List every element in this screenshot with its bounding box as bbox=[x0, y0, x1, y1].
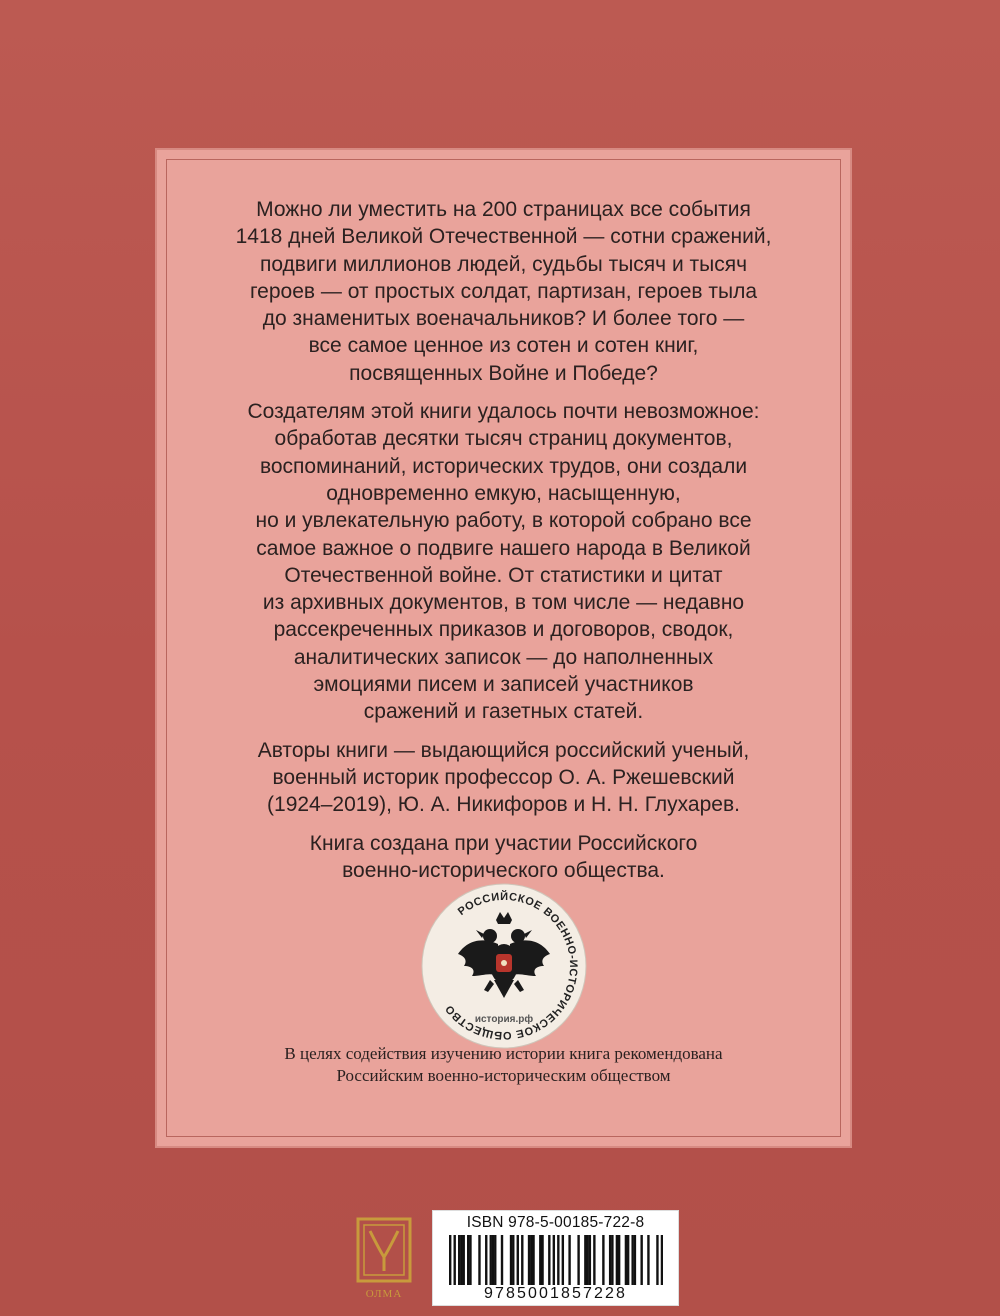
barcode-bar bbox=[557, 1235, 559, 1285]
barcode-bar bbox=[640, 1235, 642, 1285]
barcode-bar bbox=[586, 1235, 588, 1285]
barcode-bar bbox=[521, 1235, 523, 1285]
barcode-bar bbox=[539, 1235, 541, 1285]
barcode-bar bbox=[647, 1235, 649, 1285]
text-line: одновременно емкую, насыщенную, bbox=[326, 481, 681, 505]
text-line: аналитических записок — до наполненных bbox=[293, 645, 714, 669]
isbn-label: ISBN 978-5-00185-722-8 bbox=[466, 1214, 645, 1231]
isbn-block bbox=[432, 1210, 679, 1306]
barcode-bar bbox=[541, 1235, 543, 1285]
recommendation-text bbox=[175, 1043, 832, 1087]
barcode-bar bbox=[501, 1235, 503, 1285]
barcode-digits: 9785001857228 bbox=[484, 1285, 627, 1302]
barcode-bar bbox=[548, 1235, 550, 1285]
text-line: обработав десятки тысяч страниц документов, bbox=[274, 427, 733, 451]
barcode-bar bbox=[661, 1235, 663, 1285]
text-line: все самое ценное из сотен и сотен книг, bbox=[308, 334, 699, 358]
barcode-bar bbox=[467, 1235, 469, 1285]
text-line: воспоминаний, исторических трудов, они создали bbox=[259, 454, 748, 478]
barcode-bar bbox=[616, 1235, 618, 1285]
barcode-bar bbox=[485, 1235, 487, 1285]
text-line: Можно ли уместить на 200 страницах все события bbox=[256, 198, 751, 221]
paragraph-1 bbox=[175, 196, 832, 387]
rvio-emblem bbox=[418, 880, 590, 1052]
text-line: В целях содействия изучению истории книга рекомендована bbox=[284, 1044, 723, 1063]
emblem-site: история.рф bbox=[474, 1014, 534, 1025]
barcode-bar bbox=[593, 1235, 595, 1285]
barcode-bar bbox=[634, 1235, 636, 1285]
text-line: посвященных Войне и Победе? bbox=[349, 361, 658, 385]
barcode-bar bbox=[589, 1235, 591, 1285]
barcode-bar bbox=[553, 1235, 555, 1285]
barcode-bar bbox=[492, 1235, 494, 1285]
barcode-bar bbox=[627, 1235, 629, 1285]
barcode-bar bbox=[625, 1235, 627, 1285]
text-line: Российским военно-историческим обществом bbox=[336, 1066, 671, 1085]
text-line: самое важное о подвиге нашего народа в Великой bbox=[256, 536, 751, 560]
paragraph-4 bbox=[175, 830, 832, 885]
barcode-bar bbox=[460, 1235, 462, 1285]
barcode-bar bbox=[609, 1235, 611, 1285]
barcode-bar bbox=[454, 1235, 456, 1285]
barcode-bar bbox=[458, 1235, 460, 1285]
publisher-logo bbox=[350, 1213, 418, 1303]
barcode-bar bbox=[568, 1235, 570, 1285]
barcode-bar bbox=[611, 1235, 613, 1285]
text-line: рассекреченных приказов и договоров, сводок, bbox=[273, 618, 734, 642]
paragraph-2 bbox=[175, 398, 832, 726]
text-line: из архивных документов, в том числе — недавно bbox=[262, 591, 745, 615]
barcode-bar bbox=[528, 1235, 530, 1285]
text-line: героев — от простых солдат, партизан, героев тыла bbox=[249, 279, 758, 303]
barcode-bar bbox=[510, 1235, 512, 1285]
barcode-bar bbox=[478, 1235, 480, 1285]
paragraph-3 bbox=[175, 737, 832, 819]
barcode-bar bbox=[517, 1235, 519, 1285]
barcode-bar bbox=[469, 1235, 471, 1285]
barcode-bar bbox=[463, 1235, 465, 1285]
barcode-bar bbox=[602, 1235, 604, 1285]
barcode-bar bbox=[490, 1235, 492, 1285]
text-line: Создателям этой книги удалось почти невозможное: bbox=[247, 400, 760, 424]
text-line: Книга создана при участии Российского bbox=[309, 831, 698, 855]
text-line: сражений и газетных статей. bbox=[363, 700, 644, 724]
publisher-name: ОЛМА bbox=[365, 1288, 403, 1300]
text-line: Авторы книги — выдающийся российский ученый, bbox=[257, 738, 750, 762]
barcode-bar bbox=[631, 1235, 633, 1285]
barcode-bar bbox=[562, 1235, 564, 1285]
barcode-bar bbox=[494, 1235, 496, 1285]
text-line: до знаменитых военачальников? И более того — bbox=[262, 307, 745, 331]
text-line: (1924–2019), Ю. А. Никифоров и Н. Н. Глухарев. bbox=[267, 793, 740, 817]
barcode-bar bbox=[618, 1235, 620, 1285]
barcode-bar bbox=[449, 1235, 451, 1285]
text-line: эмоциями писем и записей участников bbox=[313, 673, 694, 697]
barcode bbox=[449, 1235, 663, 1285]
barcode-bar bbox=[577, 1235, 579, 1285]
text-line: но и увлекательную работу, в которой собрано все bbox=[255, 509, 752, 533]
text-line: 1418 дней Великой Отечественной — сотни сражений, bbox=[235, 225, 772, 249]
barcode-bar bbox=[530, 1235, 532, 1285]
text-line: военно-исторического общества. bbox=[342, 858, 665, 882]
barcode-bar bbox=[584, 1235, 586, 1285]
text-line: военный историк профессор О. А. Ржешевский bbox=[272, 765, 735, 789]
barcode-bar bbox=[512, 1235, 514, 1285]
emblem-ring-text: РОССИЙСКОЕ ВОЕННО-ИСТОРИЧЕСКОЕ ОБЩЕСТВО bbox=[442, 890, 580, 1042]
description-text bbox=[175, 196, 832, 895]
barcode-bar bbox=[532, 1235, 534, 1285]
barcode-bar bbox=[656, 1235, 658, 1285]
text-line: Отечественной войне. От статистики и цитат bbox=[284, 563, 723, 587]
text-line: подвиги миллионов людей, судьбы тысяч и тысяч bbox=[259, 252, 748, 276]
